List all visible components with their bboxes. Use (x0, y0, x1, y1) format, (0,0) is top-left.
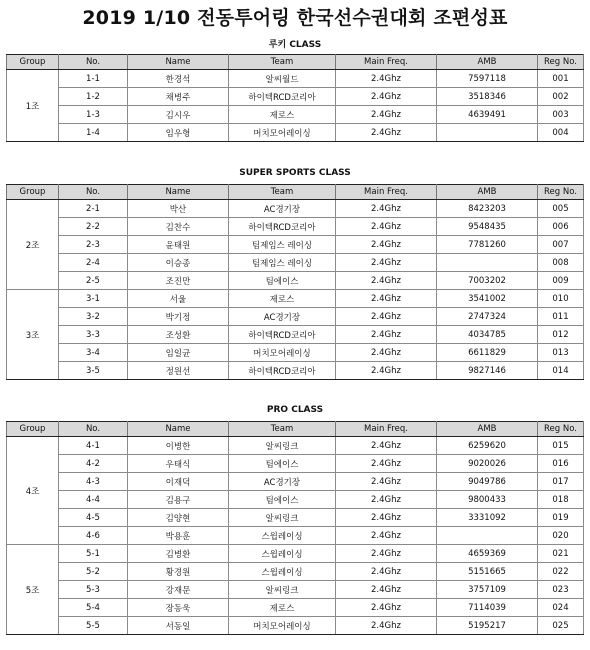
cell-amb: 4659369 (437, 545, 538, 563)
cell-reg-no: 003 (538, 106, 584, 124)
cell-reg-no: 019 (538, 509, 584, 527)
cell-no: 1-2 (59, 88, 128, 106)
class-title-pro: PRO CLASS (266, 405, 324, 415)
table-row (7, 599, 584, 617)
cell-amb: 9020026 (437, 455, 538, 473)
cell-no: 2-1 (59, 200, 128, 218)
cell-name: 한경석 (128, 70, 229, 88)
table-row (7, 509, 584, 527)
cell-team: 머치모어레이싱 (229, 124, 336, 142)
column-header-reg-no: Reg No. (538, 55, 584, 70)
cell-no: 5-4 (59, 599, 128, 617)
cell-team: AC경기장 (229, 200, 336, 218)
column-header-name: Name (128, 422, 229, 437)
cell-name: 김찬수 (128, 218, 229, 236)
cell-team: 하이텍RCD코리아 (229, 326, 336, 344)
table-row (7, 326, 584, 344)
cell-amb: 4639491 (437, 106, 538, 124)
cell-main-freq: 2.4Ghz (336, 106, 437, 124)
cell-no: 2-5 (59, 272, 128, 290)
table-row (7, 455, 584, 473)
table-row (7, 545, 584, 563)
cell-name: 박용훈 (128, 527, 229, 545)
cell-team: 팀에이스 (229, 491, 336, 509)
column-header-group: Group (7, 185, 59, 200)
cell-no: 3-5 (59, 362, 128, 380)
cell-amb: 4034785 (437, 326, 538, 344)
column-header-reg-no: Reg No. (538, 185, 584, 200)
cell-name: 서동일 (128, 617, 229, 635)
cell-main-freq: 2.4Ghz (336, 527, 437, 545)
cell-name: 장동욱 (128, 599, 229, 617)
cell-reg-no: 016 (538, 455, 584, 473)
cell-reg-no: 006 (538, 218, 584, 236)
cell-amb: 9827146 (437, 362, 538, 380)
cell-team: AC경기장 (229, 473, 336, 491)
column-header-amb: AMB (437, 55, 538, 70)
cell-amb: 6611829 (437, 344, 538, 362)
header-row (7, 55, 584, 70)
cell-amb: 7114039 (437, 599, 538, 617)
column-header-main-freq: Main Freq. (336, 422, 437, 437)
cell-amb: 7003202 (437, 272, 538, 290)
table-row (7, 362, 584, 380)
cell-amb: 3331092 (437, 509, 538, 527)
cell-name: 김용구 (128, 491, 229, 509)
cell-no: 5-3 (59, 581, 128, 599)
cell-name: 김시우 (128, 106, 229, 124)
cell-reg-no: 008 (538, 254, 584, 272)
table-rookie (6, 54, 584, 142)
cell-amb: 3541002 (437, 290, 538, 308)
cell-amb: 8423203 (437, 200, 538, 218)
cell-team: 하이텍RCD코리아 (229, 88, 336, 106)
table-pro (6, 421, 584, 635)
cell-main-freq: 2.4Ghz (336, 88, 437, 106)
cell-reg-no: 013 (538, 344, 584, 362)
cell-no: 4-6 (59, 527, 128, 545)
table-row (7, 236, 584, 254)
cell-amb: 3518346 (437, 88, 538, 106)
cell-reg-no: 001 (538, 70, 584, 88)
cell-team: 하이텍RCD코리아 (229, 362, 336, 380)
cell-amb (437, 254, 538, 272)
cell-main-freq: 2.4Ghz (336, 509, 437, 527)
column-header-team: Team (229, 422, 336, 437)
cell-no: 4-3 (59, 473, 128, 491)
cell-main-freq: 2.4Ghz (336, 200, 437, 218)
cell-reg-no: 022 (538, 563, 584, 581)
cell-no: 5-5 (59, 617, 128, 635)
cell-no: 1-3 (59, 106, 128, 124)
class-title-rookie: 루키 CLASS (268, 40, 322, 50)
cell-team: 팀제임스 레이싱 (229, 236, 336, 254)
group-label: 1조 (7, 70, 59, 142)
cell-no: 4-5 (59, 509, 128, 527)
cell-main-freq: 2.4Ghz (336, 308, 437, 326)
table-row (7, 290, 584, 308)
table-row (7, 473, 584, 491)
cell-no: 2-2 (59, 218, 128, 236)
column-header-team: Team (229, 55, 336, 70)
cell-reg-no: 025 (538, 617, 584, 635)
cell-main-freq: 2.4Ghz (336, 272, 437, 290)
cell-name: 김병환 (128, 545, 229, 563)
cell-team: 머치모어레이싱 (229, 344, 336, 362)
cell-no: 4-4 (59, 491, 128, 509)
column-header-no: No. (59, 55, 128, 70)
cell-name: 조진만 (128, 272, 229, 290)
cell-main-freq: 2.4Ghz (336, 362, 437, 380)
table-row (7, 106, 584, 124)
cell-amb: 7597118 (437, 70, 538, 88)
table-super-sports (6, 184, 584, 380)
cell-amb: 9049786 (437, 473, 538, 491)
cell-team: 머치모어레이싱 (229, 617, 336, 635)
table-row (7, 491, 584, 509)
class-title-super-sports: SUPER SPORTS CLASS (239, 168, 351, 178)
column-header-no: No. (59, 422, 128, 437)
cell-team: 제로스 (229, 290, 336, 308)
cell-no: 3-4 (59, 344, 128, 362)
table-row (7, 218, 584, 236)
cell-reg-no: 018 (538, 491, 584, 509)
cell-team: 알씨링크 (229, 581, 336, 599)
cell-main-freq: 2.4Ghz (336, 124, 437, 142)
cell-team: 알씨링크 (229, 437, 336, 455)
cell-reg-no: 011 (538, 308, 584, 326)
cell-main-freq: 2.4Ghz (336, 491, 437, 509)
cell-reg-no: 014 (538, 362, 584, 380)
cell-team: 하이텍RCD코리아 (229, 218, 336, 236)
group-label: 2조 (7, 200, 59, 290)
cell-no: 1-4 (59, 124, 128, 142)
table-row (7, 581, 584, 599)
column-header-group: Group (7, 55, 59, 70)
table-row (7, 272, 584, 290)
cell-main-freq: 2.4Ghz (336, 617, 437, 635)
cell-reg-no: 015 (538, 437, 584, 455)
cell-name: 이병한 (128, 437, 229, 455)
cell-team: 팀제임스 레이싱 (229, 254, 336, 272)
cell-amb (437, 124, 538, 142)
cell-team: 알씨월드 (229, 70, 336, 88)
group-label: 5조 (7, 545, 59, 635)
document-title: 2019 1/10 전동투어링 한국선수권대회 조편성표 (82, 7, 508, 29)
table-row (7, 124, 584, 142)
cell-amb: 9800433 (437, 491, 538, 509)
cell-name: 임우형 (128, 124, 229, 142)
cell-main-freq: 2.4Ghz (336, 563, 437, 581)
cell-name: 우태식 (128, 455, 229, 473)
cell-main-freq: 2.4Ghz (336, 236, 437, 254)
cell-main-freq: 2.4Ghz (336, 581, 437, 599)
group-label: 3조 (7, 290, 59, 380)
cell-reg-no: 004 (538, 124, 584, 142)
cell-no: 3-2 (59, 308, 128, 326)
cell-name: 이재덕 (128, 473, 229, 491)
table-row (7, 527, 584, 545)
cell-no: 2-3 (59, 236, 128, 254)
cell-reg-no: 020 (538, 527, 584, 545)
cell-team: 제로스 (229, 599, 336, 617)
cell-main-freq: 2.4Ghz (336, 218, 437, 236)
column-header-name: Name (128, 185, 229, 200)
cell-amb: 3757109 (437, 581, 538, 599)
table-row (7, 344, 584, 362)
cell-name: 강재문 (128, 581, 229, 599)
cell-reg-no: 007 (538, 236, 584, 254)
cell-main-freq: 2.4Ghz (336, 344, 437, 362)
column-header-amb: AMB (437, 422, 538, 437)
column-header-group: Group (7, 422, 59, 437)
cell-name: 이승종 (128, 254, 229, 272)
column-header-name: Name (128, 55, 229, 70)
cell-main-freq: 2.4Ghz (336, 599, 437, 617)
cell-reg-no: 023 (538, 581, 584, 599)
header-row (7, 422, 584, 437)
cell-main-freq: 2.4Ghz (336, 326, 437, 344)
cell-team: 스윕레이싱 (229, 527, 336, 545)
cell-name: 박산 (128, 200, 229, 218)
cell-main-freq: 2.4Ghz (336, 545, 437, 563)
cell-main-freq: 2.4Ghz (336, 473, 437, 491)
cell-amb (437, 527, 538, 545)
cell-name: 박기정 (128, 308, 229, 326)
cell-amb: 7781260 (437, 236, 538, 254)
cell-no: 5-1 (59, 545, 128, 563)
table-row (7, 437, 584, 455)
cell-team: 스윕레이싱 (229, 545, 336, 563)
cell-reg-no: 021 (538, 545, 584, 563)
table-row (7, 617, 584, 635)
column-header-reg-no: Reg No. (538, 422, 584, 437)
cell-reg-no: 010 (538, 290, 584, 308)
column-header-main-freq: Main Freq. (336, 185, 437, 200)
cell-team: 팀에이스 (229, 455, 336, 473)
cell-reg-no: 012 (538, 326, 584, 344)
cell-reg-no: 002 (538, 88, 584, 106)
cell-main-freq: 2.4Ghz (336, 437, 437, 455)
cell-reg-no: 009 (538, 272, 584, 290)
cell-name: 채병주 (128, 88, 229, 106)
cell-reg-no: 017 (538, 473, 584, 491)
cell-name: 황경원 (128, 563, 229, 581)
column-header-team: Team (229, 185, 336, 200)
cell-name: 조성환 (128, 326, 229, 344)
cell-amb: 9548435 (437, 218, 538, 236)
cell-no: 2-4 (59, 254, 128, 272)
cell-team: 스윕레이싱 (229, 563, 336, 581)
cell-name: 임일균 (128, 344, 229, 362)
group-label: 4조 (7, 437, 59, 545)
header-row (7, 185, 584, 200)
cell-team: 팀에이스 (229, 272, 336, 290)
cell-name: 윤태원 (128, 236, 229, 254)
table-row (7, 200, 584, 218)
column-header-no: No. (59, 185, 128, 200)
cell-team: 알씨링크 (229, 509, 336, 527)
table-row (7, 70, 584, 88)
cell-reg-no: 024 (538, 599, 584, 617)
cell-amb: 5195217 (437, 617, 538, 635)
cell-name: 김양현 (128, 509, 229, 527)
cell-team: AC경기장 (229, 308, 336, 326)
cell-main-freq: 2.4Ghz (336, 254, 437, 272)
column-header-main-freq: Main Freq. (336, 55, 437, 70)
cell-amb: 6259620 (437, 437, 538, 455)
cell-no: 4-1 (59, 437, 128, 455)
table-row (7, 563, 584, 581)
table-row (7, 254, 584, 272)
cell-name: 서울 (128, 290, 229, 308)
cell-no: 4-2 (59, 455, 128, 473)
column-header-amb: AMB (437, 185, 538, 200)
table-row (7, 308, 584, 326)
cell-reg-no: 005 (538, 200, 584, 218)
cell-main-freq: 2.4Ghz (336, 290, 437, 308)
cell-amb: 5151665 (437, 563, 538, 581)
cell-team: 제로스 (229, 106, 336, 124)
cell-amb: 2747324 (437, 308, 538, 326)
cell-no: 5-2 (59, 563, 128, 581)
cell-main-freq: 2.4Ghz (336, 455, 437, 473)
cell-no: 3-3 (59, 326, 128, 344)
table-row (7, 88, 584, 106)
cell-no: 1-1 (59, 70, 128, 88)
cell-name: 정원선 (128, 362, 229, 380)
cell-main-freq: 2.4Ghz (336, 70, 437, 88)
cell-no: 3-1 (59, 290, 128, 308)
